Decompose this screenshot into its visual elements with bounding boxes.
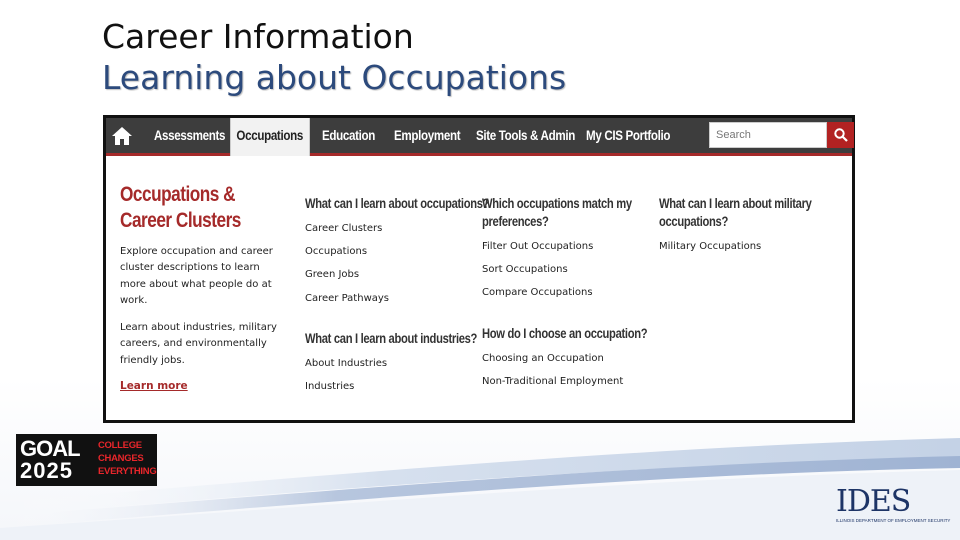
goal-tagline-1: COLLEGE [98, 440, 142, 451]
goal-tagline-3: EVERYTHING [98, 466, 157, 477]
section-heading-choose: How do I choose an occupation? [482, 325, 648, 341]
link-filter-out-occupations[interactable]: Filter Out Occupations [482, 241, 594, 252]
ides-logo [836, 484, 951, 526]
link-career-pathways[interactable]: Career Pathways [305, 293, 389, 304]
menu-description-2: Learn about industries, military careers, and environmentally friendly jobs. [120, 322, 277, 366]
section-heading-preferences: Which occupations match my preferences? [482, 195, 632, 229]
section-heading-military: What can I learn about military occupations? [659, 195, 812, 229]
search-button[interactable] [827, 122, 854, 148]
tab-site-tools-admin[interactable]: Site Tools & Admin [476, 128, 575, 143]
menu-description-1: Explore occupation and career cluster descriptions to learn more about what people do at work. [120, 246, 273, 306]
tab-education[interactable]: Education [322, 128, 376, 143]
ides-logo-subtext: ILLINOIS DEPARTMENT OF EMPLOYMENT SECURITY [836, 518, 951, 523]
link-occupations[interactable]: Occupations [305, 246, 368, 257]
goal-logo-year: 2025 [20, 458, 73, 483]
tab-occupations-label: Occupations [236, 128, 304, 143]
goal-tagline-2: CHANGES [98, 453, 144, 464]
home-button[interactable] [108, 122, 136, 150]
home-icon [111, 126, 133, 146]
section-heading-occupations: What can I learn about occupations? [305, 195, 490, 211]
link-compare-occupations[interactable]: Compare Occupations [482, 287, 593, 298]
tab-my-cis-portfolio[interactable]: My CIS Portfolio [586, 128, 671, 143]
website-screenshot [103, 115, 855, 423]
link-green-jobs[interactable]: Green Jobs [305, 269, 360, 280]
section-heading-industries: What can I learn about industries? [305, 330, 478, 346]
ides-logo-word: IDES [836, 484, 911, 519]
link-career-clusters[interactable]: Career Clusters [305, 223, 383, 234]
link-non-traditional-employment[interactable]: Non-Traditional Employment [482, 376, 624, 387]
search-icon [834, 128, 848, 142]
link-about-industries[interactable]: About Industries [305, 358, 388, 369]
slide-subtitle: Learning about Occupations [102, 58, 567, 97]
occupations-mega-menu [106, 156, 852, 420]
link-industries[interactable]: Industries [305, 381, 355, 392]
menu-heading: Occupations & Career Clusters [120, 183, 241, 232]
tab-employment[interactable]: Employment [394, 128, 461, 143]
learn-more-link[interactable]: Learn more [120, 380, 188, 392]
slide-title: Career Information [102, 17, 414, 56]
link-military-occupations[interactable]: Military Occupations [659, 241, 762, 252]
link-choosing-an-occupation[interactable]: Choosing an Occupation [482, 353, 604, 364]
link-sort-occupations[interactable]: Sort Occupations [482, 264, 568, 275]
search-input[interactable] [709, 122, 827, 148]
goal-2025-logo [16, 434, 157, 486]
tab-assessments[interactable]: Assessments [154, 128, 226, 143]
goal-logo-word: GOAL [20, 436, 80, 461]
top-navigation [106, 118, 852, 156]
tab-occupations[interactable] [230, 118, 310, 156]
